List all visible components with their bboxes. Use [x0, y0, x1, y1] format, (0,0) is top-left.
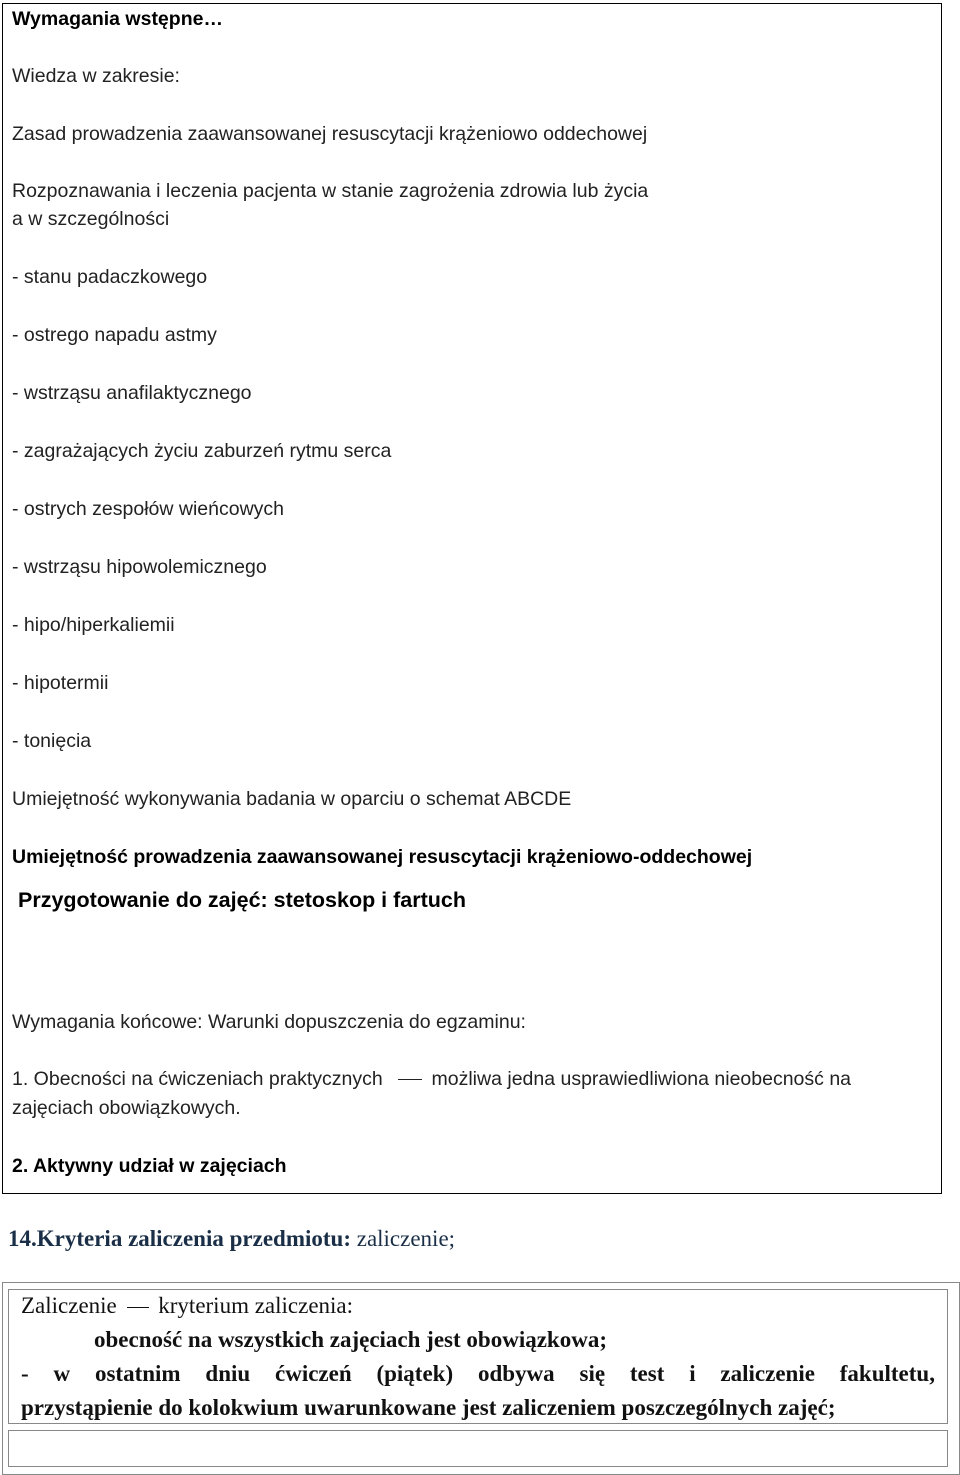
requirements-line: a w szczególności	[12, 208, 170, 230]
criteria-line-4: przystąpienie do kolokwium uwarunkowane jest zaliczeniem poszczególnych zajęć;	[21, 1395, 836, 1420]
criteria-word: -	[21, 1361, 29, 1386]
criteria-word: się	[579, 1361, 606, 1386]
condition-item-1-text-cont: możliwa jedna usprawiedliwiona nieobecność na	[431, 1068, 852, 1090]
condition-item-1	[12, 1068, 851, 1091]
criteria-heading	[8, 1226, 455, 1252]
criteria-line-1	[21, 1293, 353, 1319]
final-requirements-line: Wymagania końcowe: Warunki dopuszczenia do egzaminu:	[12, 1011, 526, 1033]
requirements-line: - ostrego napadu astmy	[12, 324, 217, 346]
criteria-word: fakultetu,	[839, 1361, 935, 1386]
criteria-word: zaliczenie	[720, 1361, 815, 1386]
requirements-line: - hipo/hiperkaliemii	[12, 614, 175, 636]
requirements-line: - zagrażających życiu zaburzeń rytmu serca	[12, 440, 392, 462]
criteria-line-2: obecność na wszystkich zajęciach jest obowiązkowa;	[94, 1327, 607, 1352]
criteria-word: ostatnim	[94, 1361, 181, 1386]
criteria-title-rest: zaliczenie;	[350, 1226, 456, 1251]
criteria-word: w	[53, 1361, 71, 1386]
criteria-word: (piątek)	[376, 1361, 454, 1386]
requirements-bold-line: Umiejętność prowadzenia zaawansowanej resuscytacji krążeniowo-oddechowej	[12, 846, 753, 868]
criteria-word: odbywa	[477, 1361, 555, 1386]
condition-item-2: 2. Aktywny udział w zajęciach	[12, 1155, 287, 1177]
criteria-word: dniu	[205, 1361, 251, 1386]
criteria-empty-box	[8, 1430, 948, 1467]
requirements-line: Umiejętność wykonywania badania w oparciu o schemat ABCDE	[12, 788, 572, 810]
criteria-line-1-a: Zaliczenie	[21, 1293, 117, 1318]
criteria-title: Kryteria zaliczenia przedmiotu:	[36, 1226, 351, 1251]
criteria-word: i	[689, 1361, 696, 1386]
requirements-line: - tonięcia	[12, 730, 92, 752]
requirements-line: - hipotermii	[12, 672, 109, 694]
requirements-line: - stanu padaczkowego	[12, 266, 208, 288]
em-dash	[127, 1307, 149, 1308]
requirements-line: - ostrych zespołów wieńcowych	[12, 498, 285, 520]
condition-item-1-cont: zajęciach obowiązkowych.	[12, 1097, 241, 1119]
criteria-word: ćwiczeń	[275, 1361, 352, 1386]
requirements-line: - wstrząsu anafilaktycznego	[12, 382, 252, 404]
requirements-line: - wstrząsu hipowolemicznego	[12, 556, 267, 578]
criteria-word: test	[629, 1361, 665, 1386]
requirements-title: Wymagania wstępne…	[12, 8, 223, 30]
requirements-line: Rozpoznawania i leczenia pacjenta w stanie zagrożenia zdrowia lub życia	[12, 180, 649, 202]
requirements-line: Wiedza w zakresie:	[12, 65, 180, 87]
em-dash	[398, 1079, 422, 1080]
criteria-line-1-b: kryterium zaliczenia:	[158, 1293, 354, 1318]
criteria-line-3	[21, 1361, 935, 1387]
requirements-line: Zasad prowadzenia zaawansowanej resuscytacji krążeniowo oddechowej	[12, 123, 648, 145]
preparation-line: Przygotowanie do zajęć: stetoskop i fartuch	[18, 888, 466, 912]
criteria-number: 14.	[8, 1226, 37, 1251]
condition-item-1-text: 1. Obecności na ćwiczeniach praktycznych	[12, 1068, 383, 1090]
